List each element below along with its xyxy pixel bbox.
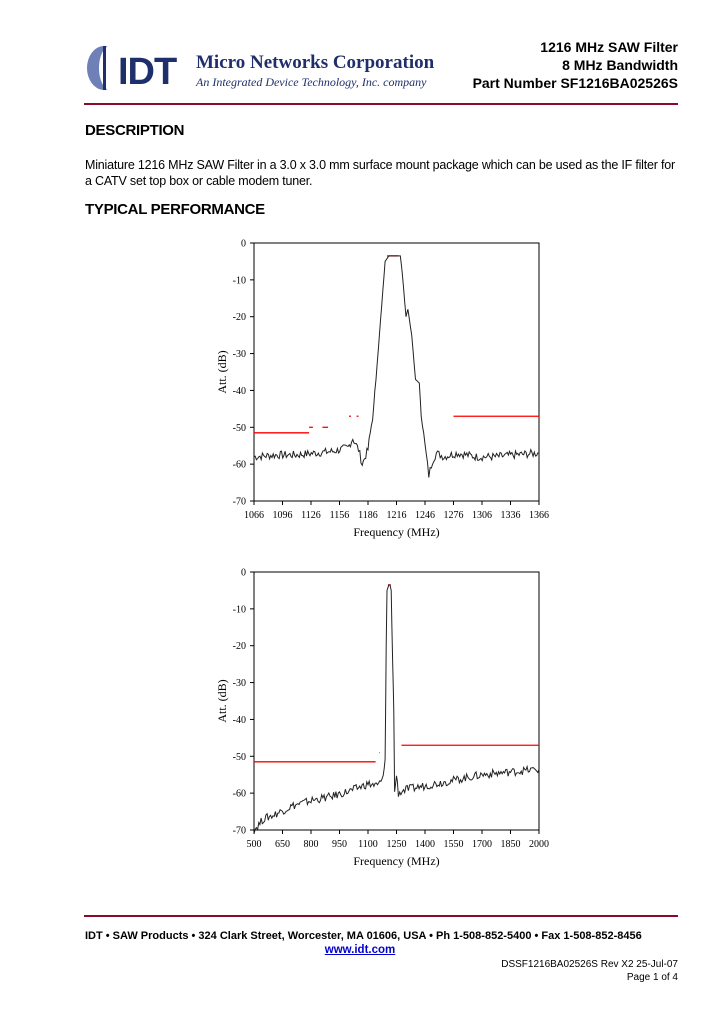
x-tick-label: 650: [275, 839, 290, 850]
header-rule: [84, 103, 678, 105]
y-tick-label: -30: [232, 678, 246, 690]
response-trace: [254, 256, 539, 478]
x-tick-label: 1156: [329, 510, 350, 521]
description-heading: DESCRIPTION: [85, 122, 185, 139]
y-tick-label: -10: [232, 604, 246, 616]
plot-frame: [254, 572, 539, 830]
x-tick-label: 1400: [415, 839, 435, 850]
x-tick-label: 1306: [472, 510, 492, 521]
y-tick-label: -40: [232, 385, 246, 397]
x-tick-label: 1186: [358, 510, 378, 521]
x-tick-label: 1700: [472, 839, 492, 850]
footer-rule: [84, 915, 678, 917]
x-tick-label: 1096: [272, 510, 293, 521]
x-tick-label: 950: [332, 839, 347, 850]
x-tick-label: 800: [303, 839, 319, 850]
logo-wordmark: IDT: [118, 51, 177, 93]
y-tick-label: -10: [232, 275, 246, 287]
response-trace: [254, 585, 539, 834]
description-text: Miniature 1216 MHz SAW Filter in a 3.0 x 3.0 mm surface mount package which can be used as the IF filter for a CATV set top box or cable modem tuner.: [85, 158, 676, 188]
x-tick-label: 2000: [529, 839, 549, 850]
y-tick-label: -70: [232, 496, 246, 508]
footer-address: IDT • SAW Products • 324 Clark Street, Worcester, MA 01606, USA • Ph 1-508-852-5400 • Fax 1-508-852-8456: [85, 930, 642, 942]
y-tick-label: -20: [232, 641, 246, 653]
y-tick-label: -60: [232, 459, 246, 471]
idt-logo: [86, 44, 190, 96]
x-tick-label: 1100: [358, 839, 378, 850]
website-link[interactable]: www.idt.com: [324, 944, 396, 956]
title-line-2: 8 MHz Bandwidth: [562, 57, 678, 73]
title-line-3: Part Number SF1216BA02526S: [472, 75, 678, 91]
y-tick-label: -70: [232, 825, 246, 837]
y-tick-label: -20: [232, 312, 246, 324]
x-tick-label: 1550: [443, 839, 464, 850]
y-axis-label: Att. (dB): [215, 350, 229, 394]
y-tick-label: -60: [232, 788, 246, 800]
x-axis-label: Frequency (MHz): [353, 854, 440, 868]
x-tick-label: 1246: [415, 510, 435, 521]
title-line-1: 1216 MHz SAW Filter: [540, 39, 678, 55]
document-number-block: [501, 958, 678, 984]
y-tick-label: 0: [241, 567, 246, 579]
company-name: Micro Networks Corporation: [196, 52, 435, 73]
y-axis-label: Att. (dB): [215, 679, 229, 723]
x-tick-label: 1276: [443, 510, 464, 521]
x-tick-label: 1336: [500, 510, 521, 521]
performance-heading: TYPICAL PERFORMANCE: [85, 201, 265, 218]
x-tick-label: 1366: [529, 510, 549, 521]
chart-wideband-response: [200, 561, 560, 877]
document-title-block: [473, 38, 678, 92]
y-tick-label: -50: [232, 422, 246, 434]
plot-frame: [254, 243, 539, 501]
x-tick-label: 1066: [244, 510, 264, 521]
page-number: Page 1 of 4: [626, 972, 678, 983]
chart-passband-response: [200, 232, 560, 548]
y-tick-label: 0: [241, 238, 246, 250]
x-tick-label: 1250: [386, 839, 407, 850]
x-tick-label: 1850: [500, 839, 521, 850]
company-tagline: An Integrated Device Technology, Inc. company: [196, 75, 427, 89]
y-tick-label: -30: [232, 349, 246, 361]
x-tick-label: 500: [246, 839, 262, 850]
y-tick-label: -50: [232, 751, 246, 763]
y-tick-label: -40: [232, 714, 246, 726]
x-axis-label: Frequency (MHz): [353, 525, 440, 539]
x-tick-label: 1126: [301, 510, 321, 521]
document-number: DSSF1216BA02526S Rev X2 25-Jul-07: [501, 959, 678, 970]
x-tick-label: 1216: [386, 510, 407, 521]
